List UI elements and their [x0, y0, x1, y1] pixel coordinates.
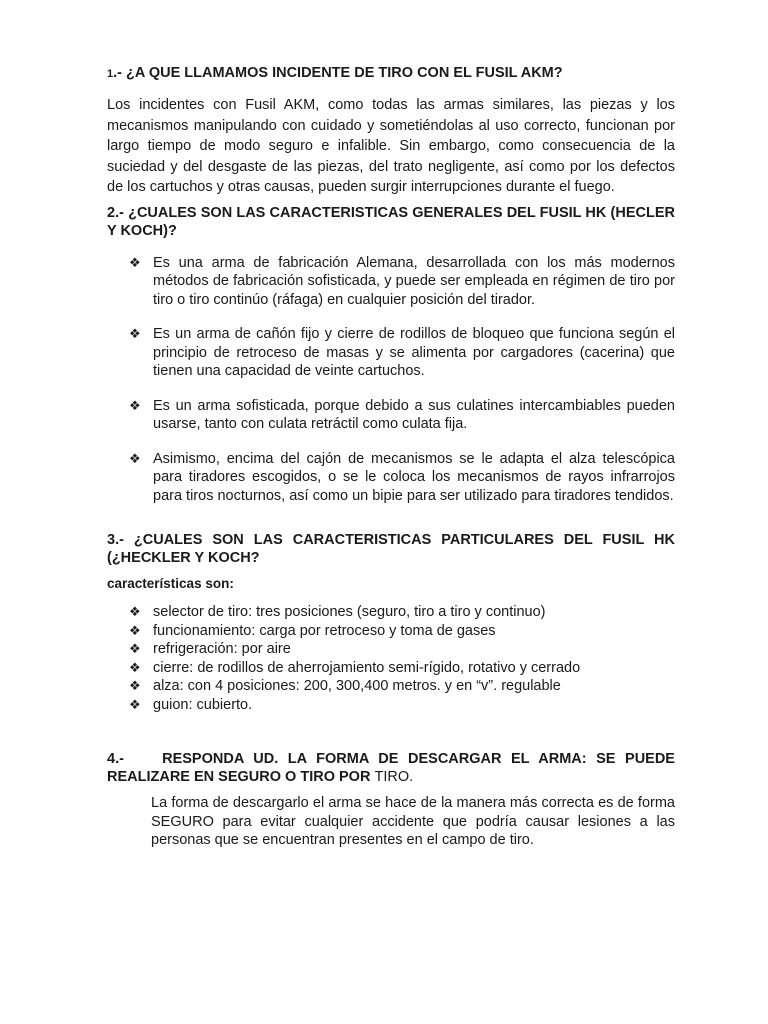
question-4-title-text: RESPONDA UD. LA FORMA DE DESCARGAR EL ARMA: SE PUEDE REALIZARE EN SEGURO O TIRO POR: [107, 751, 675, 785]
list-item: ❖ Es un arma sofisticada, porque debido a sus culatines intercambiables pueden usarse, tanto con culata retráctil como culata fija.: [129, 397, 675, 432]
question-1-answer: Los incidentes con Fusil AKM, como todas las armas similares, las piezas y los mecanismos manipulando con cuidado y sometiéndolas al uso correcto, funcionan por largo tiempo de modo seguro e infalible. Sin embargo, como consecuencia de la suciedad y del desgaste de las piezas, del trato negligente, así como por los defectos de los cartuchos y otras causas, pueden surgir interrupciones durante el fuego.: [107, 97, 675, 195]
document-page: [107, 64, 675, 850]
diamond-bullet-icon: ❖: [129, 622, 141, 638]
diamond-bullet-icon: ❖: [129, 254, 141, 270]
diamond-bullet-icon: ❖: [129, 641, 141, 656]
list-item: ❖ refrigeración: por aire: [129, 641, 291, 657]
question-4-answer: La forma de descargarlo el arma se hace de la manera más correcta es de forma SEGURO para evitar cualquier accidente que podría causar lesiones a las personas que se encuentran presentes en el campo de tiro.: [151, 795, 675, 848]
question-2-list: [107, 254, 675, 506]
list-item: ❖ Asimismo, encima del cajón de mecanismos se le adapta el alza telescópica para tiradores escogidos, o se le coloca los mecanismos de rayos infrarrojos para tiros nocturnos, así como un bipie para ser utilizado para tiradores tendidos.: [129, 450, 675, 504]
question-1-title-text: .- ¿A QUE LLAMAMOS INCIDENTE DE TIRO CON EL FUSIL AKM?: [113, 65, 563, 81]
question-4-title-tail: TIRO.: [374, 769, 414, 785]
question-4-title: [107, 750, 675, 786]
diamond-bullet-icon: ❖: [129, 659, 141, 675]
diamond-bullet-icon: ❖: [129, 397, 141, 413]
diamond-bullet-icon: ❖: [129, 696, 141, 712]
question-2-title: 2.- ¿CUALES SON LAS CARACTERISTICAS GENERALES DEL FUSIL HK (HECLER Y KOCH)?: [107, 204, 675, 239]
question-3-title: 3.- ¿CUALES SON LAS CARACTERISTICAS PARTICULARES DEL FUSIL HK (¿HECKLER Y KOCH?: [107, 532, 675, 566]
diamond-bullet-icon: ❖: [129, 326, 141, 341]
list-item: ❖ selector de tiro: tres posiciones (seguro, tiro a tiro y continuo): [129, 604, 546, 620]
question-3-subhead: características son:: [107, 576, 234, 591]
question-1-title: [107, 64, 675, 83]
diamond-bullet-icon: ❖: [129, 678, 141, 693]
question-1-number: 1: [107, 68, 114, 80]
diamond-bullet-icon: ❖: [129, 604, 141, 619]
question-3-list: [107, 603, 675, 714]
question-4-number: 4.-: [107, 751, 124, 767]
list-item: ❖ Es un arma de cañón fijo y cierre de rodillos de bloqueo que funciona según el principio de retroceso de masas y se alimenta por cargadores (cacerina) que tienen una capacidad de veinte cartuchos.: [129, 326, 675, 379]
diamond-bullet-icon: ❖: [129, 450, 141, 466]
list-item: ❖ funcionamiento: carga por retroceso y toma de gases: [129, 622, 496, 639]
list-item: ❖ cierre: de rodillos de aherrojamiento semi-rígido, rotativo y cerrado: [129, 659, 581, 676]
list-item: ❖ alza: con 4 posiciones: 200, 300,400 metros. y en “v”. regulable: [129, 678, 561, 694]
list-item: ❖ Es una arma de fabricación Alemana, desarrollada con los más modernos métodos de fabricación sofisticada, y puede ser empleada en régimen de tiro por tiro o tiro continúo (ráfaga) en cualquier posición del tirador.: [129, 254, 675, 308]
list-item: ❖ guion: cubierto.: [129, 696, 253, 713]
